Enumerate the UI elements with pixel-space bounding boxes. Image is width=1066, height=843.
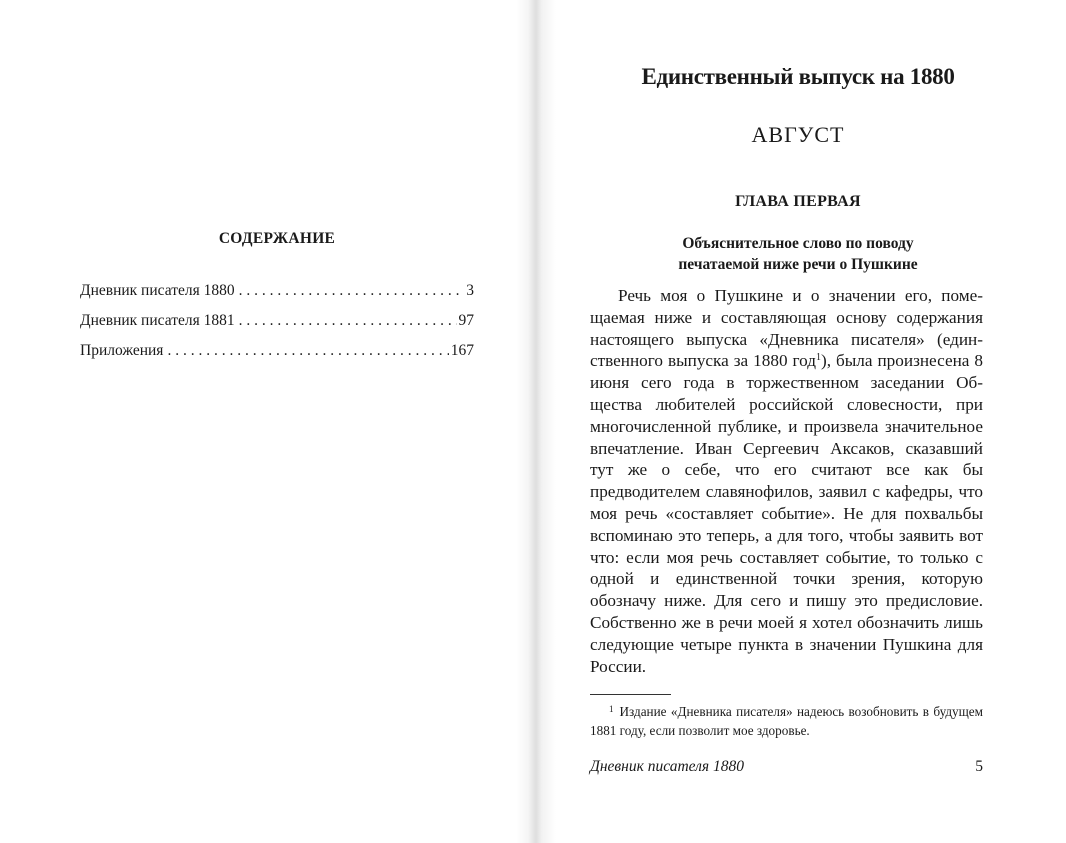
footnote	[590, 700, 983, 740]
toc-list	[80, 282, 474, 372]
toc-entry-page: 3	[466, 282, 474, 299]
chapter-heading: ГЛАВА ПЕРВАЯ	[735, 193, 861, 210]
right-page	[530, 0, 1066, 843]
footnote-divider	[590, 694, 671, 695]
toc-heading: СОДЕРЖАНИЕ	[218, 230, 336, 247]
toc-entry[interactable]	[80, 342, 474, 372]
running-title: Дневник писателя 1880	[590, 758, 744, 775]
toc-entry-page: 97	[458, 312, 474, 329]
toc-leader-dots	[167, 342, 448, 360]
section-subheading	[590, 233, 1006, 275]
footnote-marker: 1	[609, 704, 614, 714]
subheading-line: печатаемой ниже речи о Пушкине	[678, 256, 918, 273]
body-text	[590, 285, 983, 677]
toc-entry[interactable]	[80, 282, 474, 312]
issue-title: Единственный выпуск на 1880	[641, 64, 955, 89]
month-heading: АВГУСТ	[751, 122, 845, 147]
body-paragraph	[590, 285, 983, 677]
body-text-part: ), была произнесена 8 июня сего года в торжественном заседании Общества любителей российской словесности, при многочисленной публике, и произвела значительное впечатление. Иван Сергеевич Аксаков, сказавший тут же о себе, что его считают все как бы предводителем славянофилов, заявил с кафедры, что моя речь «составляет событие». Не для похвальбы вспоминаю это теперь, а для того, чтобы заявить вот что: если моя речь составляет событие, то только с одной и единственной точки зрения, которую обозначу ниже. Для сего и пишу это предисловие. Собственно же в речи моей я хотел обозначить лишь следующие четыре пункта в значении Пушкина для России.	[590, 351, 983, 676]
toc-entry-label: Дневник писателя 1881	[80, 312, 235, 329]
footnote-text: Издание «Дневника писателя» надеюсь возобновить в будущем 1881 году, если позволит мое здоровье.	[590, 704, 983, 738]
toc-entry[interactable]	[80, 312, 474, 342]
toc-entry-page: 167	[450, 342, 474, 359]
page-number: 5	[975, 758, 983, 775]
footnote-reference[interactable]: 1	[816, 352, 821, 364]
subheading-line: Объяснительное слово по поводу	[682, 235, 914, 252]
body-text-part: Речь моя о Пушкине и о значении его, помещаемая ниже и составляющая основу содержания настоящего выпуска «Дневника писателя» (единственного выпуска за 1880 год	[590, 286, 983, 371]
left-page	[0, 0, 530, 843]
toc-entry-label: Дневник писателя 1880	[80, 282, 235, 299]
toc-leader-dots	[239, 282, 465, 300]
toc-leader-dots	[239, 312, 457, 330]
toc-entry-label: Приложения	[80, 342, 164, 359]
